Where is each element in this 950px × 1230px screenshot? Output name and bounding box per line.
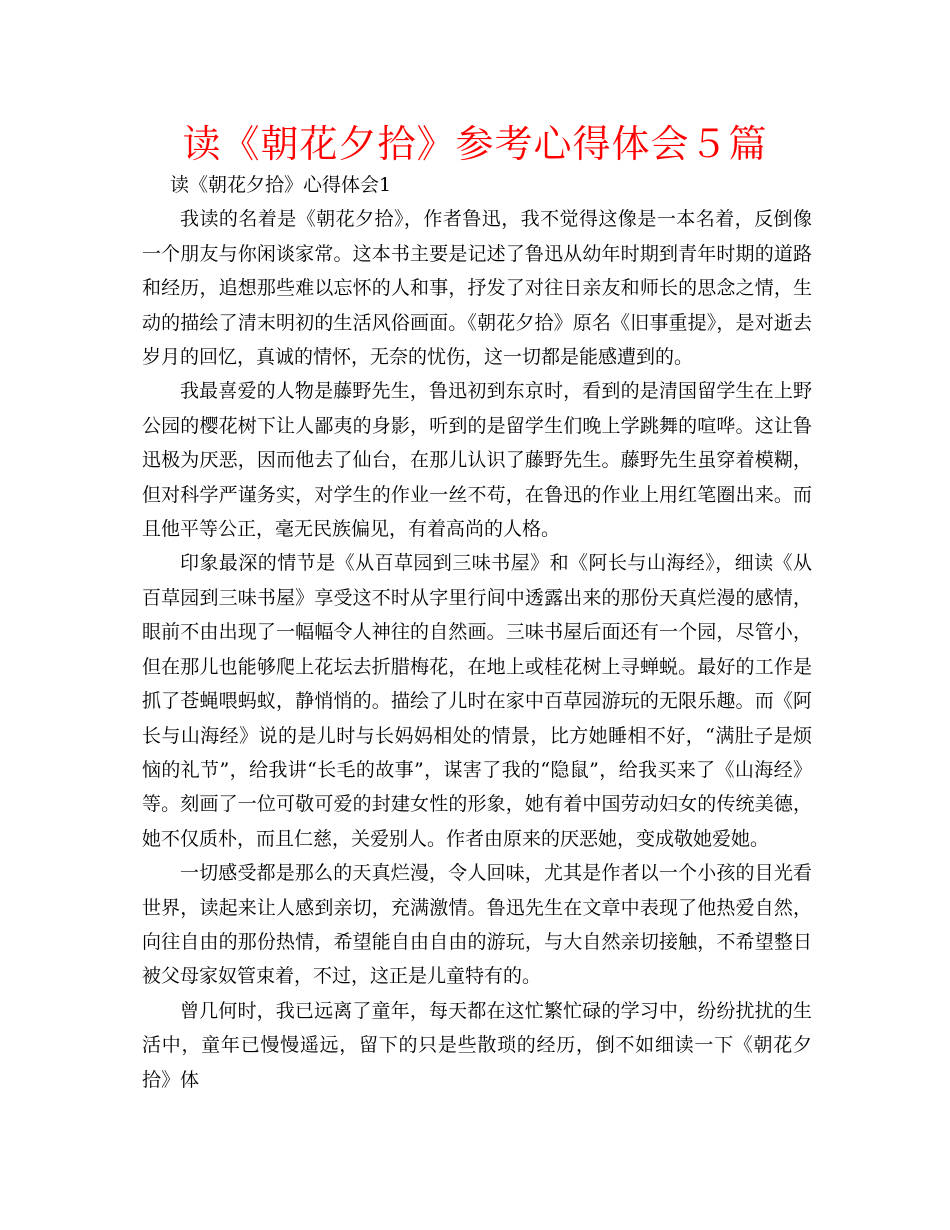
paragraph-4: 一切感受都是那么的天真烂漫，令人回味，尤其是作者以一个小孩的目光看世界，读起来让人感到亲切，充满激情。鲁迅先生在文章中表现了他热爱自然，向往自由的那份热情，希望能自由自由的游玩，与大自然亲切接触，不希望整日被父母家奴管束着，不过，这正是儿童特有的。 (142, 862, 812, 988)
section-heading: 读《朝花夕拾》心得体会1 (170, 174, 392, 196)
paragraph-2: 我最喜爱的人物是藤野先生，鲁迅初到东京时，看到的是清国留学生在上野公园的樱花树下让人鄙夷的身影，听到的是留学生们晚上学跳舞的喧哗。这让鲁迅极为厌恶，因而他去了仙台，在那儿认识了藤野先生。藤野先生虽穿着模糊，但对科学严谨务实，对学生的作业一丝不苟，在鲁迅的作业上用红笔圈出来。而且他平等公正，毫无民族偏见，有着高尚的人格。 (142, 380, 812, 541)
paragraph-5: 曾几何时，我已远离了童年，每天都在这忙繁忙碌的学习中，纷纷扰扰的生活中，童年已慢慢遥远，留下的只是些散琐的经历，倒不如细读一下《朝花夕拾》体 (142, 999, 812, 1091)
paragraph-3: 印象最深的情节是《从百草园到三味书屋》和《阿长与山海经》，细读《从百草园到三味书屋》享受这不时从字里行间中透露出来的那份天真烂漫的感情，眼前不由出现了一幅幅令人神往的自然画。三味书屋后面还有一个园，尽管小，但在那儿也能够爬上花坛去折腊梅花，在地上或桂花树上寻蝉蜕。最好的工作是抓了苍蝇喂蚂蚁，静悄悄的。描绘了儿时在家中百草园游玩的无限乐趣。而《阿长与山海经》说的是儿时与长妈妈相处的情景，比方她睡相不好，“满肚子是烦恼的礼节”，给我讲“长毛的故事”，谋害了我的“隐鼠”，给我买来了《山海经》等。刻画了一位可敬可爱的封建女性的形象，她有着中国劳动妇女的传统美德，她不仅质朴，而且仁慈，关爱别人。作者由原来的厌恶她，变成敬她爱她。 (142, 552, 812, 850)
document-body (142, 168, 812, 1097)
paragraph-1: 我读的名着是《朝花夕拾》，作者鲁迅，我不觉得这像是一本名着，反倒像一个朋友与你闲谈家常。这本书主要是记述了鲁迅从幼年时期到青年时期的道路和经历，追想那些难以忘怀的人和事，抒发了对往日亲友和师长的思念之情，生动的描绘了清末明初的生活风俗画面。《朝花夕拾》原名《旧事重提》，是对逝去岁月的回忆，真诚的情怀，无奈的忧伤，这一切都是能感遭到的。 (142, 208, 812, 369)
document-title: 读《朝花夕拾》参考心得体会５篇 (182, 122, 768, 166)
